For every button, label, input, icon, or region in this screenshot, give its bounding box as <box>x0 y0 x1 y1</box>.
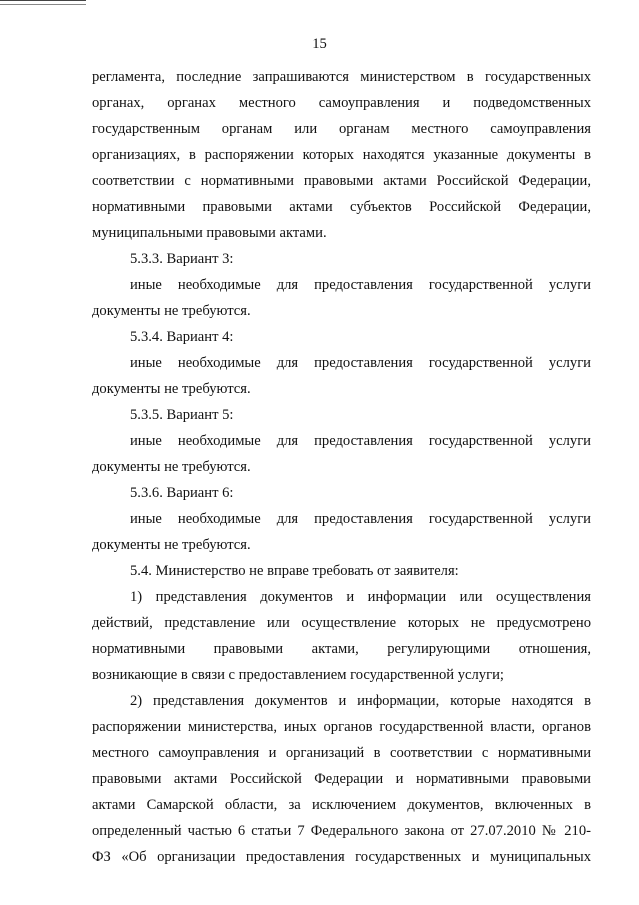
text-line: распоряжении министерства, иных органов государственной власти, органов <box>92 719 591 735</box>
section-heading: 5.3.6. Вариант 6: <box>130 485 234 501</box>
text-line: нормативными правовыми актами, регулирующими отношения, <box>92 641 591 657</box>
section-heading: 5.3.5. Вариант 5: <box>130 407 234 423</box>
text-line: иные необходимые для предоставления государственной услуги <box>130 355 591 371</box>
section-heading: 5.3.4. Вариант 4: <box>130 329 234 345</box>
text-line: 2) представления документов и информации, которые находятся в <box>130 693 591 709</box>
text-line: ФЗ «Об организации предоставления государственных и муниципальных <box>92 849 591 865</box>
text-line: государственным органам или органам местного самоуправления <box>92 121 591 137</box>
text-line: 1) представления документов и информации или осуществления <box>130 589 591 605</box>
text-line: документы не требуются. <box>92 381 251 397</box>
text-line: организациях, в распоряжении которых находятся указанные документы в <box>92 147 591 163</box>
text-line: муниципальными правовыми актами. <box>92 225 327 241</box>
text-line: действий, представление или осуществление которых не предусмотрено <box>92 615 591 631</box>
text-line: местного самоуправления и организаций в соответствии с нормативными <box>92 745 591 761</box>
text-line: органах, органах местного самоуправления и подведомственных <box>92 95 591 111</box>
text-line: соответствии с нормативными правовыми актами Российской Федерации, <box>92 173 591 189</box>
text-line: возникающие в связи с предоставлением государственной услуги; <box>92 667 504 683</box>
page-number: 15 <box>312 36 327 52</box>
text-line: иные необходимые для предоставления государственной услуги <box>130 511 591 527</box>
text-line: иные необходимые для предоставления государственной услуги <box>130 277 591 293</box>
text-line: правовыми актами Российской Федерации и нормативными правовыми <box>92 771 591 787</box>
text-line: документы не требуются. <box>92 303 251 319</box>
section-heading: 5.3.3. Вариант 3: <box>130 251 234 267</box>
text-line: регламента, последние запрашиваются министерством в государственных <box>92 69 591 85</box>
text-line: нормативными правовыми актами субъектов Российской Федерации, <box>92 199 591 215</box>
text-line: документы не требуются. <box>92 537 251 553</box>
text-line: документы не требуются. <box>92 459 251 475</box>
text-line: определенный частью 6 статьи 7 Федерального закона от 27.07.2010 № 210- <box>92 823 591 839</box>
text-line: иные необходимые для предоставления государственной услуги <box>130 433 591 449</box>
section-heading: 5.4. Министерство не вправе требовать от заявителя: <box>130 563 459 579</box>
text-line: актами Самарской области, за исключением документов, включенных в <box>92 797 591 813</box>
scan-edge-mark <box>0 0 86 5</box>
document-body <box>92 64 591 870</box>
